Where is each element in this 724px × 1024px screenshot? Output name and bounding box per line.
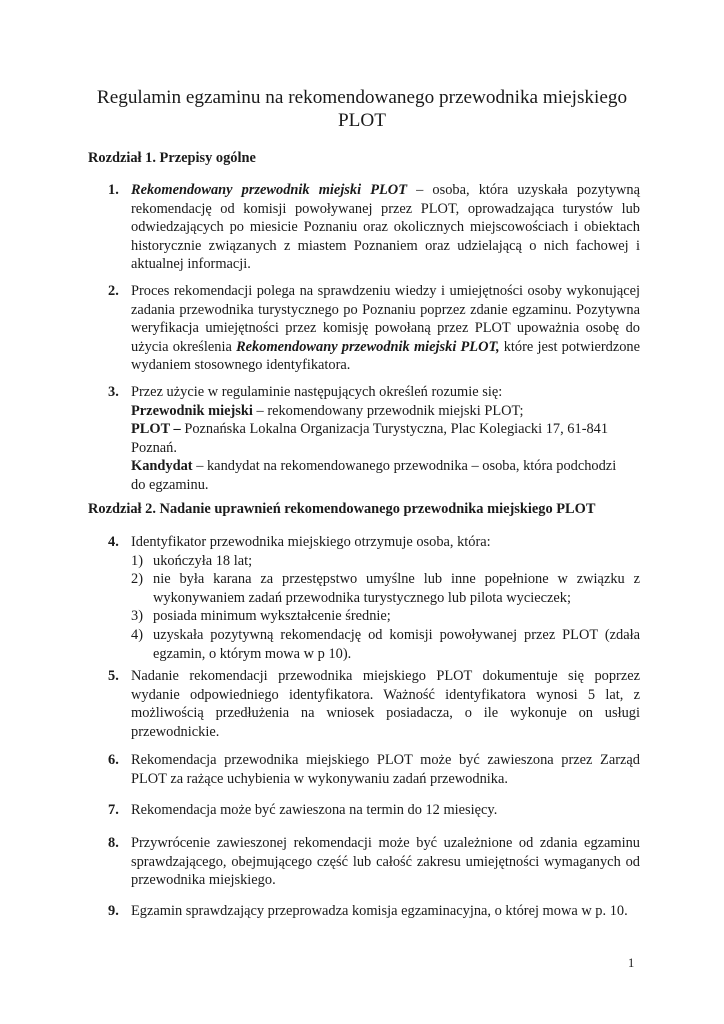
sub-item-3 xyxy=(131,607,640,626)
item-body xyxy=(131,282,640,375)
list-item-3 xyxy=(108,383,640,495)
list-item-8 xyxy=(108,834,640,890)
item-body xyxy=(131,383,640,495)
definition-term: Kandydat xyxy=(131,458,193,475)
item-intro: Przez użycie w regulaminie następujących określeń rozumie się: xyxy=(131,384,503,400)
chapter-2-heading: Rozdział 2. Nadanie uprawnień rekomendowanego przewodnika miejskiego PLOT xyxy=(88,501,596,517)
sub-item-text: nie była karana za przestępstwo umyślne lub inne popełnione w związku z wykonywaniem zadań przewodnika turystycznego lub pilota wycieczek; xyxy=(153,571,640,606)
defined-term: Rekomendowany przewodnik miejski PLOT, xyxy=(236,338,500,355)
list-item-9 xyxy=(108,902,640,921)
title-line-1: Regulamin egzaminu na rekomendowanego przewodnika miejskiego xyxy=(96,87,628,108)
item-body: Rekomendacja może być zawieszona na termin do 12 miesięcy. xyxy=(131,802,498,818)
definition-plot-cont: Poznań. xyxy=(131,439,177,456)
sub-item-1 xyxy=(131,552,640,571)
sub-item-text: uzyskała pozytywną rekomendację od komisji powoływanej przez PLOT (zdała egzamin, o którym mowa w p 10). xyxy=(153,626,640,662)
definition-term: PLOT – xyxy=(131,421,181,438)
sub-item-number: 3) xyxy=(131,608,143,625)
item-body: Rekomendacja przewodnika miejskiego PLOT może być zawieszona przez Zarząd PLOT za rażące uchybienia w wykonywaniu zadań przewodnika. xyxy=(131,752,640,787)
definition-text: – kandydat na rekomendowanego przewodnika – osoba, która podchodzi xyxy=(192,458,617,475)
list-item-4 xyxy=(108,533,640,663)
item-text-end: które jest potwierdzone wydaniem stosownego identyfikatora. xyxy=(131,338,640,374)
item-intro: Identyfikator przewodnika miejskiego otrzymuje osoba, która: xyxy=(131,534,491,550)
item-number: 8. xyxy=(108,835,119,851)
item-text: – osoba, która uzyskała pozytywną rekomendację od komisji powoływanej przez PLOT, oprowadzająca turystów lub odwiedzających po miesicie Poznaniu oraz okolicznych miejscowościach i obiektach historycznie związanych z miastem Poznaniem oraz udzielającą o nich fachowej i aktualnej informacji. xyxy=(131,182,640,273)
title-line-2: PLOT xyxy=(338,110,386,131)
item-number: 6. xyxy=(108,752,119,768)
definition-przewodnik xyxy=(131,402,640,421)
item-text: Proces rekomendacji polega na sprawdzeniu wiedzy i umiejętności osoby wykonującej zadania przewodnika turystycznego po Poznaniu poprzez zdanie egzaminu. Pozytywna weryfikacja umiejętności przez komisję powołaną przez PLOT upoważnia osobę do użycia określenia xyxy=(131,283,640,355)
list-item-5 xyxy=(108,667,640,741)
item-number: 9. xyxy=(108,903,119,919)
sub-item-number: 4) xyxy=(131,626,143,643)
page-number: 1 xyxy=(628,956,635,970)
item-number: 2. xyxy=(108,283,119,299)
list-item-7 xyxy=(108,801,640,820)
item-number: 3. xyxy=(108,384,119,400)
defined-term: Rekomendowany przewodnik miejski PLOT xyxy=(131,182,407,198)
document-title xyxy=(60,86,664,132)
item-body: Przywrócenie zawieszonej rekomendacji może być uzależnione od zdania egzaminu sprawdzającego, obejmującego część lub całość zakresu umiejętności wymaganych od przewodnika miejskiego. xyxy=(131,835,640,889)
item-number: 4. xyxy=(108,534,119,550)
item-number: 1. xyxy=(108,182,119,198)
item-body: Nadanie rekomendacji przewodnika miejskiego PLOT dokumentuje się poprzez wydanie odpowiedniego identyfikatora. Ważność identyfikatora wynosi 5 lat, z możliwością przedłużenia na wniosek posiadacza, o ile wykonuje on usługi przewodnickie. xyxy=(131,668,640,740)
list-item-2 xyxy=(108,282,640,375)
item-body xyxy=(131,181,640,274)
sub-item-text: posiada minimum wykształcenie średnie; xyxy=(153,608,391,625)
sub-item-number: 1) xyxy=(131,552,143,569)
definition-text: Poznańska Lokalna Organizacja Turystyczna, Plac Kolegiacki 17, 61-841 xyxy=(180,421,609,438)
sub-item-4 xyxy=(131,626,640,663)
sub-item-text: ukończyła 18 lat; xyxy=(153,552,253,569)
definition-kandydat-cont: do egzaminu. xyxy=(131,476,209,493)
item-number: 7. xyxy=(108,802,119,818)
definition-text: – rekomendowany przewodnik miejski PLOT; xyxy=(252,402,524,419)
sub-item-number: 2) xyxy=(131,571,143,588)
chapter-1-heading: Rozdział 1. Przepisy ogólne xyxy=(88,150,256,166)
list-item-1 xyxy=(108,181,640,274)
sub-item-2 xyxy=(131,570,640,607)
definition-plot xyxy=(131,420,640,439)
item-body xyxy=(131,533,640,663)
item-number: 5. xyxy=(108,668,119,684)
definition-kandydat xyxy=(131,457,640,476)
definition-term: Przewodnik miejski xyxy=(131,402,253,419)
item-body: Egzamin sprawdzający przeprowadza komisja egzaminacyjna, o której mowa w p. 10. xyxy=(131,903,628,919)
list-item-6 xyxy=(108,751,640,788)
